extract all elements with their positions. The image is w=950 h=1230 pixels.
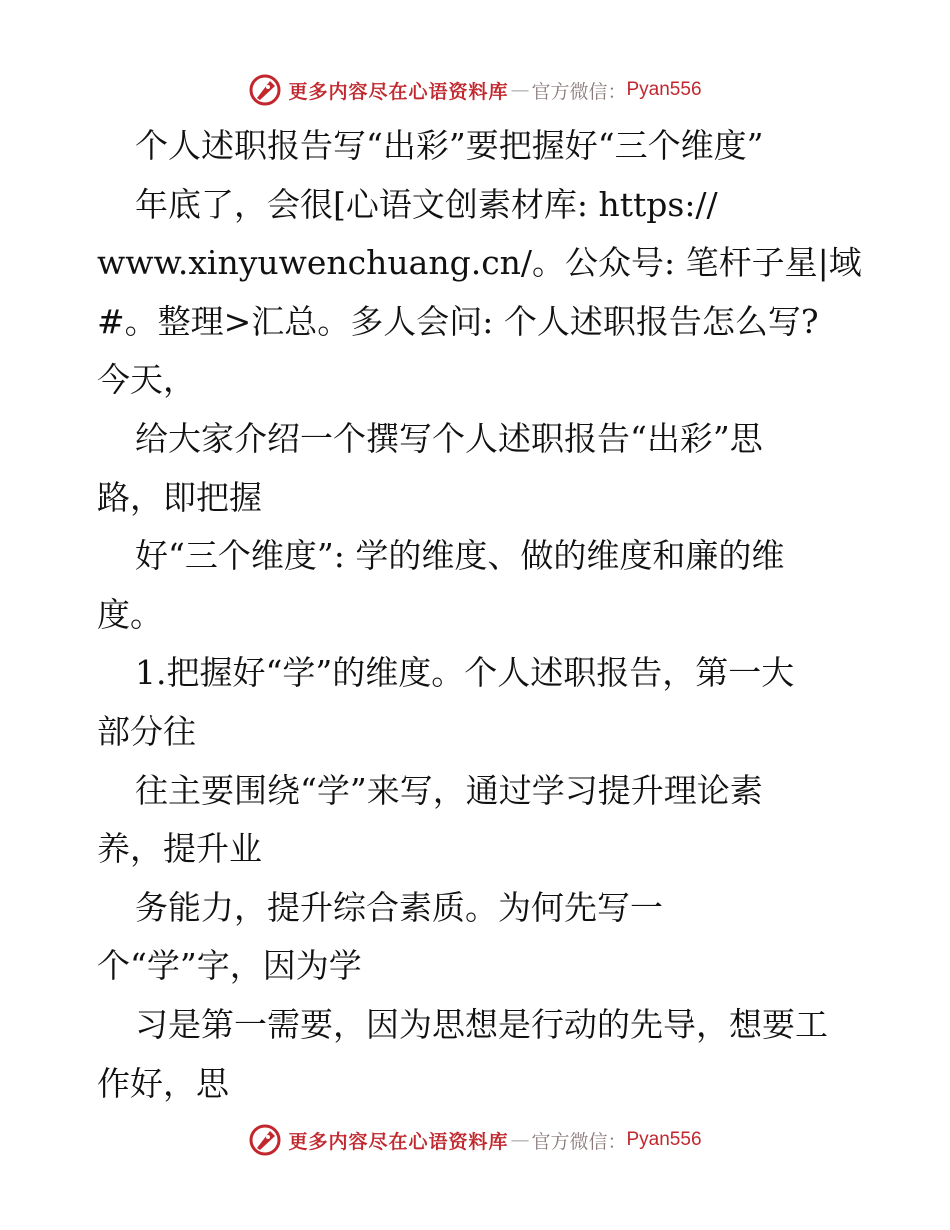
pen-nib-logo-icon [248, 73, 282, 107]
document-line: 路，即把握 [97, 477, 262, 517]
footer-banner-wechat-label: 官方微信： [531, 1130, 627, 1153]
header-banner-handle: Pyan556 [626, 79, 702, 100]
document-line: 1.把握好“学”的维度。个人述职报告，第一大 [135, 653, 795, 693]
document-line: 往主要围绕“学”来写，通过学习提升理论素 [135, 770, 763, 810]
document-line: 养，提升业 [97, 829, 262, 869]
footer-banner-handle: Pyan556 [626, 1129, 702, 1150]
header-banner-wechat-label: 官方微信： [531, 80, 627, 103]
document-body [97, 117, 867, 1113]
document-line: 个“学”字，因为学 [97, 946, 362, 986]
pen-nib-logo-icon [248, 1123, 282, 1157]
document-line: #。整理>汇总。多人会问: 个人述职报告怎么写? [97, 301, 819, 341]
document-line: 给大家介绍一个撰写个人述职报告“出彩”思 [135, 418, 763, 458]
footer-banner [0, 1120, 950, 1160]
header-banner-separator: — [510, 79, 530, 101]
document-line: 务能力，提升综合素质。为何先写一 [135, 887, 663, 927]
document-line: 年底了，会很[心语文创素材库: https:// [135, 184, 718, 224]
document-line: 个人述职报告写“出彩”要把握好“三个维度” [135, 126, 764, 165]
document-line: 今天， [97, 360, 196, 400]
document-line: 习是第一需要，因为思想是行动的先导，想要工 [135, 1004, 828, 1044]
document-line: 部分往 [97, 711, 196, 751]
document-line: 作好，思 [97, 1063, 229, 1103]
document-line: 度。 [97, 594, 163, 634]
header-banner-main: 更多内容尽在心语资料库 [288, 80, 509, 103]
footer-banner-separator: — [510, 1129, 530, 1151]
footer-banner-main: 更多内容尽在心语资料库 [288, 1130, 509, 1153]
document-line: www.xinyuwenchuang.cn/。公众号: 笔杆子星|域 [97, 243, 862, 283]
header-banner [0, 70, 950, 110]
document-line: 好“三个维度”: 学的维度、做的维度和廉的维 [135, 536, 785, 576]
